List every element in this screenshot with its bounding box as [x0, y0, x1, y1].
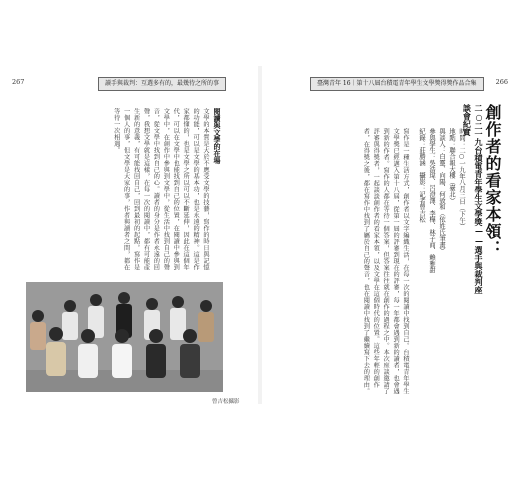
right-running-header: 臺灣青年 16｜第十八屆台積電青年學生文學獎得獎作品合集: [310, 77, 484, 91]
left-running-header: 讀手與裁判：互選多有的，最幾待之所的事: [98, 77, 226, 91]
meta-place: 地點：聯合報大樓（臺北）: [448, 128, 455, 204]
meta-students: 參與學生：吳浩瑋、呂澄澤、李樺、林子商、賴雅甜: [428, 128, 435, 273]
section-title: 閱讀與文學的在場: [213, 108, 222, 164]
article-title: 創作者的看家本領：: [483, 104, 502, 257]
article-subtitle: 二○二一九台積電青年學生文學獎——選手與裁判座談會紀實: [462, 104, 484, 294]
left-page: [6, 66, 258, 404]
book-spread: [6, 66, 514, 404]
group-photo: [26, 282, 223, 392]
right-page: [262, 66, 514, 404]
left-page-number: 267: [12, 78, 25, 86]
photo-credit: 曾吉松攝影: [212, 399, 240, 405]
meta-record: 紀錄：莊勝涵 攝影：記者曾吉松: [418, 128, 425, 223]
meta-time: 時間：二○一九年八月三日（下午）: [458, 128, 465, 230]
meta-panelists: 與談人：白靈、向陽、何致和（依姓氏筆畫）: [438, 128, 445, 254]
right-page-number: 266: [495, 78, 508, 86]
group-photo-illustration: [26, 282, 223, 392]
left-body-text: 文學的本質是大於不應受文學的技藝，寫作的時日與記憶的功能，可以是文學的基本功，也是永遠的精神。這是作家都懂的，也是文學之所以可以不斷延伸，因此在這個年代，可以在文學中也能找到自己的位置，在閱讀中參與到文學中，在創作中參與到文學中，從生活中找到自己的聲音，從文學中找到自己的心。讀者的身分是作者永遠的回聲，我想文學就是這樣，在每一次的閱讀中，都有可能產生新的意義，有可能找回自己，回到最初的起點。寫作是一個人的事，但文學是大家的事，作者與讀者之間，都在等待一次相遇。: [112, 108, 209, 271]
right-body-text: 寫作是一種生活方式，創作者以文字編織生活，在每一次的閱讀中找到自己。台積電青年學生文學獎已經邁入第十八屆，從第一屆的評審到現在的評審，每一年都會遇到新的讀者，也會遇到新的作者。寫作的人都在等待一個答案，但答案往往就在創作的過程之中。本次座談邀請了評審與得獎者，一起談談創作者的看家本領，以及文學在這個時代的位置。這些年輕的創作者，在得獎之後，都在寫作中找到了屬於自己的聲音，也在閱讀中找到了繼續寫下去的理由。: [362, 128, 409, 395]
